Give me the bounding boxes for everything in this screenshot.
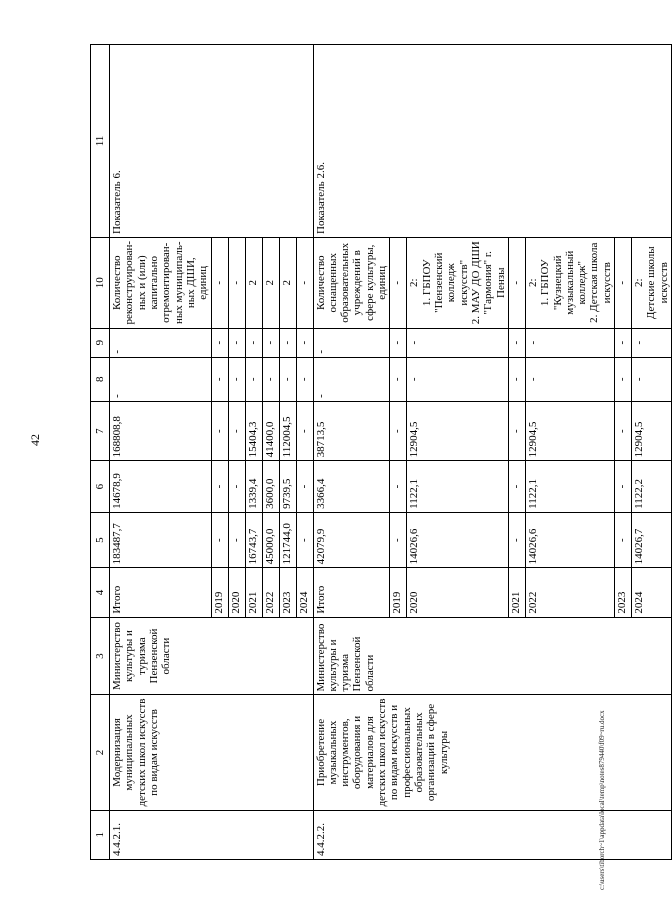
- value-cell: -: [390, 328, 407, 357]
- item-executor: Министерство культуры и туризма Пензенской области: [110, 617, 314, 695]
- value-cell: -: [632, 328, 672, 357]
- year-cell: 2022: [525, 568, 614, 617]
- value-cell: -: [390, 401, 407, 460]
- value-cell: -: [508, 512, 525, 568]
- value-cell: 12904,5: [632, 401, 672, 460]
- value-cell: -: [615, 237, 632, 328]
- year-cell: 2021: [508, 568, 525, 617]
- value-cell: -: [228, 401, 245, 460]
- year-cell: 2024: [296, 568, 313, 617]
- value-cell: 14026,6: [407, 512, 509, 568]
- indicator-count: 2:: [526, 278, 539, 288]
- value-cell: 1122,1: [407, 461, 509, 513]
- value-cell: -: [615, 328, 632, 357]
- value-cell: -: [508, 237, 525, 328]
- value-cell: -: [390, 357, 407, 401]
- value-cell: -: [110, 328, 212, 357]
- value-cell: 41400,0: [262, 401, 279, 460]
- value-cell: 16743,7: [245, 512, 262, 568]
- year-cell: 2020: [228, 568, 245, 617]
- value-cell: 1122,1: [525, 461, 614, 513]
- table-row: [313, 45, 390, 860]
- value-cell: 9739,5: [279, 461, 296, 513]
- value-cell: -: [390, 461, 407, 513]
- item-code: 4.4.2.2.: [313, 810, 672, 859]
- value-cell: -: [228, 512, 245, 568]
- year-cell: Итого: [313, 568, 390, 617]
- value-cell: -: [228, 357, 245, 401]
- value-cell: -: [390, 237, 407, 328]
- item-name: Приобретение музыкальных инструментов, оборудования и материалов для детских школ искусств по видам искусств и профессиональных образовательных организаций в сфере культуры: [313, 695, 672, 810]
- value-cell: -: [525, 357, 614, 401]
- value-cell: 14678,9: [110, 461, 212, 513]
- indicator-code: Показатель 6.: [110, 45, 314, 238]
- value-cell: -: [296, 512, 313, 568]
- value-cell: -: [211, 512, 228, 568]
- value-cell: -: [245, 328, 262, 357]
- header-cell: 8: [91, 357, 110, 401]
- value-cell: 1339,4: [245, 461, 262, 513]
- value-cell: -: [508, 401, 525, 460]
- value-cell: -: [508, 357, 525, 401]
- value-cell: 14026,7: [632, 512, 672, 568]
- value-cell: 121744,0: [279, 512, 296, 568]
- value-cell: 168808,8: [110, 401, 212, 460]
- header-cell: 10: [91, 237, 110, 328]
- value-cell: 112004,5: [279, 401, 296, 460]
- value-cell: -: [407, 357, 509, 401]
- indicator-value: [525, 237, 614, 328]
- indicator-org: 1. ГБПОУ "Пензенский колледж искусств": [420, 252, 470, 313]
- value-cell: -: [615, 357, 632, 401]
- value-cell: 2: [245, 237, 262, 328]
- indicator-count: 2:: [633, 278, 646, 288]
- value-cell: -: [211, 237, 228, 328]
- value-cell: 14026,6: [525, 512, 614, 568]
- header-cell: 3: [91, 617, 110, 695]
- value-cell: 12904,5: [525, 401, 614, 460]
- year-cell: 2019: [390, 568, 407, 617]
- file-path-footer: c:\users\tiborch~1\appdata\local\temp\notes879440\f09~ru.docx: [598, 710, 606, 890]
- indicator-code: Показатель 2.6.: [313, 45, 672, 238]
- value-cell: -: [228, 461, 245, 513]
- value-cell: -: [525, 328, 614, 357]
- header-cell: 4: [91, 568, 110, 617]
- indicator-count: 2:: [408, 278, 421, 288]
- value-cell: -: [245, 357, 262, 401]
- value-cell: -: [228, 237, 245, 328]
- value-cell: -: [296, 401, 313, 460]
- value-cell: -: [313, 328, 390, 357]
- value-cell: -: [615, 461, 632, 513]
- value-cell: -: [296, 461, 313, 513]
- value-cell: -: [211, 401, 228, 460]
- value-cell: 42079,9: [313, 512, 390, 568]
- value-cell: -: [508, 328, 525, 357]
- year-cell: 2024: [632, 568, 672, 617]
- header-row: [91, 45, 110, 860]
- year-cell: 2022: [262, 568, 279, 617]
- value-cell: -: [508, 461, 525, 513]
- header-cell: 2: [91, 695, 110, 810]
- header-cell: 6: [91, 461, 110, 513]
- value-cell: -: [262, 328, 279, 357]
- rotated-page: [90, 44, 670, 860]
- year-cell: 2020: [407, 568, 509, 617]
- value-cell: 38713,5: [313, 401, 390, 460]
- table-row: [110, 45, 212, 860]
- value-cell: 183487,7: [110, 512, 212, 568]
- value-cell: -: [390, 512, 407, 568]
- indicator-name: Количество реконструирован-ных и (или) капитально отремонтирован-ных муниципаль-ных ДШИ, единиц: [110, 237, 212, 328]
- indicator-org: 2. Детская школа искусств: [588, 242, 613, 323]
- indicator-value: [407, 237, 509, 328]
- value-cell: -: [296, 237, 313, 328]
- value-cell: -: [211, 357, 228, 401]
- value-cell: -: [228, 328, 245, 357]
- indicator-value: [632, 237, 672, 328]
- value-cell: -: [211, 461, 228, 513]
- header-cell: 7: [91, 401, 110, 460]
- year-cell: 2019: [211, 568, 228, 617]
- program-table: [90, 44, 672, 860]
- value-cell: 2: [262, 237, 279, 328]
- value-cell: 12904,5: [407, 401, 509, 460]
- year-cell: 2023: [279, 568, 296, 617]
- value-cell: -: [296, 328, 313, 357]
- value-cell: 15404,3: [245, 401, 262, 460]
- value-cell: -: [262, 357, 279, 401]
- value-cell: -: [296, 357, 313, 401]
- indicator-org: Детские школы искусств: [645, 246, 670, 320]
- header-cell: 9: [91, 328, 110, 357]
- value-cell: -: [279, 328, 296, 357]
- header-cell: 11: [91, 45, 110, 238]
- value-cell: -: [615, 512, 632, 568]
- header-cell: 5: [91, 512, 110, 568]
- value-cell: -: [313, 357, 390, 401]
- indicator-org: 2. МАУ ДО ДШИ "Гармония" г. Пензы: [469, 241, 507, 325]
- value-cell: -: [211, 328, 228, 357]
- year-cell: Итого: [110, 568, 212, 617]
- value-cell: -: [632, 357, 672, 401]
- year-cell: 2023: [615, 568, 632, 617]
- value-cell: -: [110, 357, 212, 401]
- value-cell: -: [279, 357, 296, 401]
- item-code: 4.4.2.1.: [110, 810, 314, 859]
- value-cell: 3600,0: [262, 461, 279, 513]
- page-number: 42: [28, 434, 42, 446]
- value-cell: -: [615, 401, 632, 460]
- value-cell: 1122,2: [632, 461, 672, 513]
- item-name: Модернизация муниципальных детских школ искусств по видам искусств: [110, 695, 314, 810]
- value-cell: -: [407, 328, 509, 357]
- item-executor: Министерство культуры и туризма Пензенской области: [313, 617, 672, 695]
- value-cell: 45000,0: [262, 512, 279, 568]
- header-cell: 1: [91, 810, 110, 859]
- indicator-name: Количество оснащенных образовательных учреждений в сфере культуры, единиц: [313, 237, 390, 328]
- value-cell: 3366,4: [313, 461, 390, 513]
- indicator-org: 1. ГБПОУ "Кузнецкий музыкальный колледж": [539, 250, 589, 315]
- value-cell: 2: [279, 237, 296, 328]
- year-cell: 2021: [245, 568, 262, 617]
